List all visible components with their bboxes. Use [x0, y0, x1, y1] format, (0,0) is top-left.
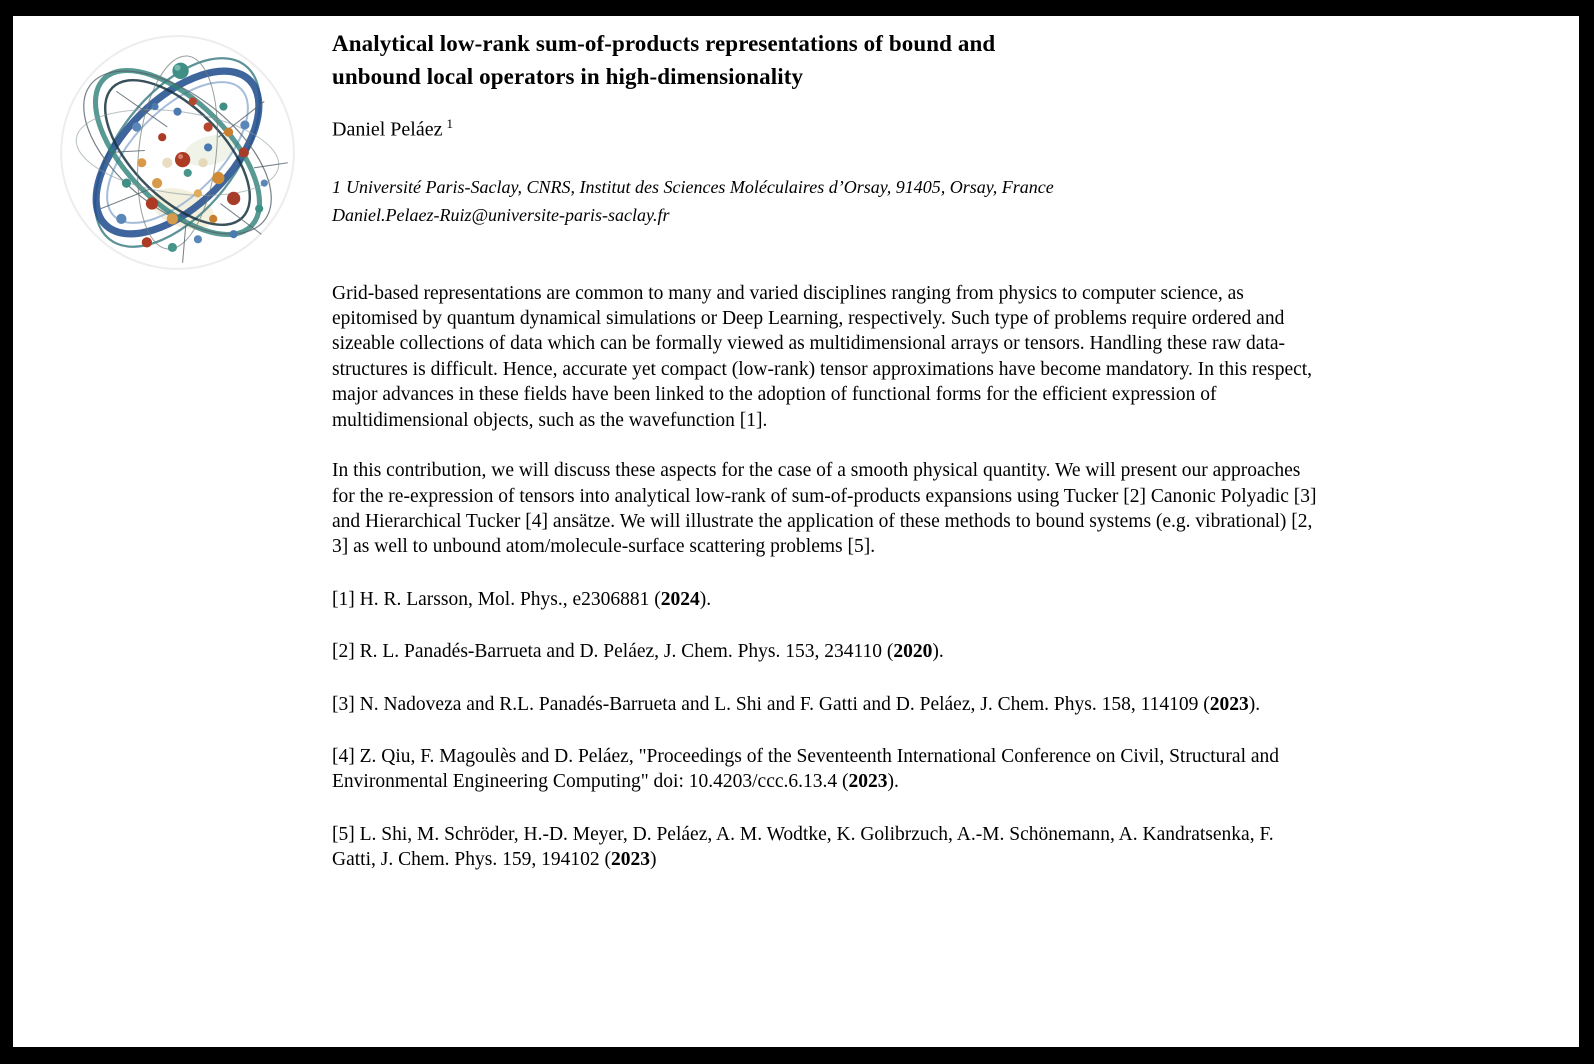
reference-item-1	[332, 587, 1317, 612]
author-line	[332, 112, 1317, 142]
reference-text-end: ).	[932, 641, 944, 663]
reference-year: 2023	[848, 771, 888, 793]
reference-text: [5] L. Shi, M. Schröder, H.-D. Meyer, D. Peláez, A. M. Wodtke, K. Golibrzuch, A.-M. Schönemann, A. Kandratsenka, F. Gatti, J. Chem. Phys. 159, 194102 (	[332, 823, 1274, 871]
page-title	[332, 27, 1317, 93]
abstract-paragraph-1: Grid-based representations are common to many and varied disciplines ranging from physics to computer science, as epitomised by quantum dynamical simulations or Deep Learning, respectively. Such type of problems require ordered and sizeable collections of data which can be formally viewed as multidimensional arrays or tensors. Handling these raw data-structures is difficult. Hence, accurate yet compact (low-rank) tensor approximations have become mandatory. In this respect, major advances in these fields have been linked to the adoption of functional forms for the efficient expression of multidimensional objects, such as the wavefunction [1].	[332, 282, 1313, 431]
reference-text: [4] Z. Qiu, F. Magoulès and D. Peláez, "Proceedings of the Seventeenth International Conference on Civil, Structural and Environmental Engineering Computing" doi: 10.4203/ccc.6.13.4 (	[332, 745, 1280, 793]
atom-artwork	[55, 30, 300, 275]
abstract-content	[332, 16, 1317, 873]
author-email: Daniel.Pelaez-Ruiz@universite-paris-saclay.fr	[332, 204, 670, 225]
reference-item-2	[332, 639, 1317, 664]
reference-item-4	[332, 744, 1317, 795]
reference-year: 2023	[1209, 693, 1249, 715]
reference-year: 2023	[610, 849, 650, 871]
reference-item-5	[332, 822, 1317, 873]
author-name: Daniel Peláez	[332, 118, 443, 141]
reference-text-end: )	[649, 849, 657, 871]
reference-text: [2] R. L. Panadés-Barrueta and D. Peláez, J. Chem. Phys. 153, 234110 (	[332, 641, 894, 663]
reference-year: 2020	[893, 641, 933, 663]
affiliation-text: Université Paris-Saclay, CNRS, Institut des Sciences Moléculaires d’Orsay, 91405, Orsay, France	[346, 176, 1054, 197]
reference-text: [3] N. Nadoveza and R.L. Panadés-Barrueta and L. Shi and F. Gatti and D. Peláez, J. Chem. Phys. 158, 114109 (	[332, 693, 1210, 715]
atom-artwork-svg	[55, 30, 300, 275]
document-page	[13, 16, 1579, 1047]
reference-text: [1] H. R. Larsson, Mol. Phys., e2306881 (	[332, 588, 661, 610]
reference-year: 2024	[660, 588, 700, 610]
affiliation-block	[332, 173, 1317, 229]
page-title-line2: unbound local operators in high-dimensionality	[332, 64, 804, 89]
affiliation-line	[332, 173, 1317, 201]
page-title-line1: Analytical low-rank sum-of-products representations of bound and	[332, 31, 996, 56]
reference-item-3	[332, 692, 1317, 717]
abstract-paragraph-2: In this contribution, we will discuss these aspects for the case of a smooth physical quantity. We will present our approaches for the re-expression of tensors into analytical low-rank of sum-of-products expansions using Tucker [2] Canonic Polyadic [3] and Hierarchical Tucker [4] ansätze. We will illustrate the application of these methods to bound systems (e.g. vibrational) [2, 3] as well to unbound atom/molecule-surface scattering problems [5].	[332, 460, 1317, 558]
reference-text-end: ).	[699, 588, 712, 610]
reference-text-end: ).	[1248, 693, 1261, 715]
affiliation-marker: 1	[332, 176, 341, 197]
author-footnote-mark: 1	[446, 116, 453, 131]
reference-text-end: ).	[887, 771, 899, 793]
